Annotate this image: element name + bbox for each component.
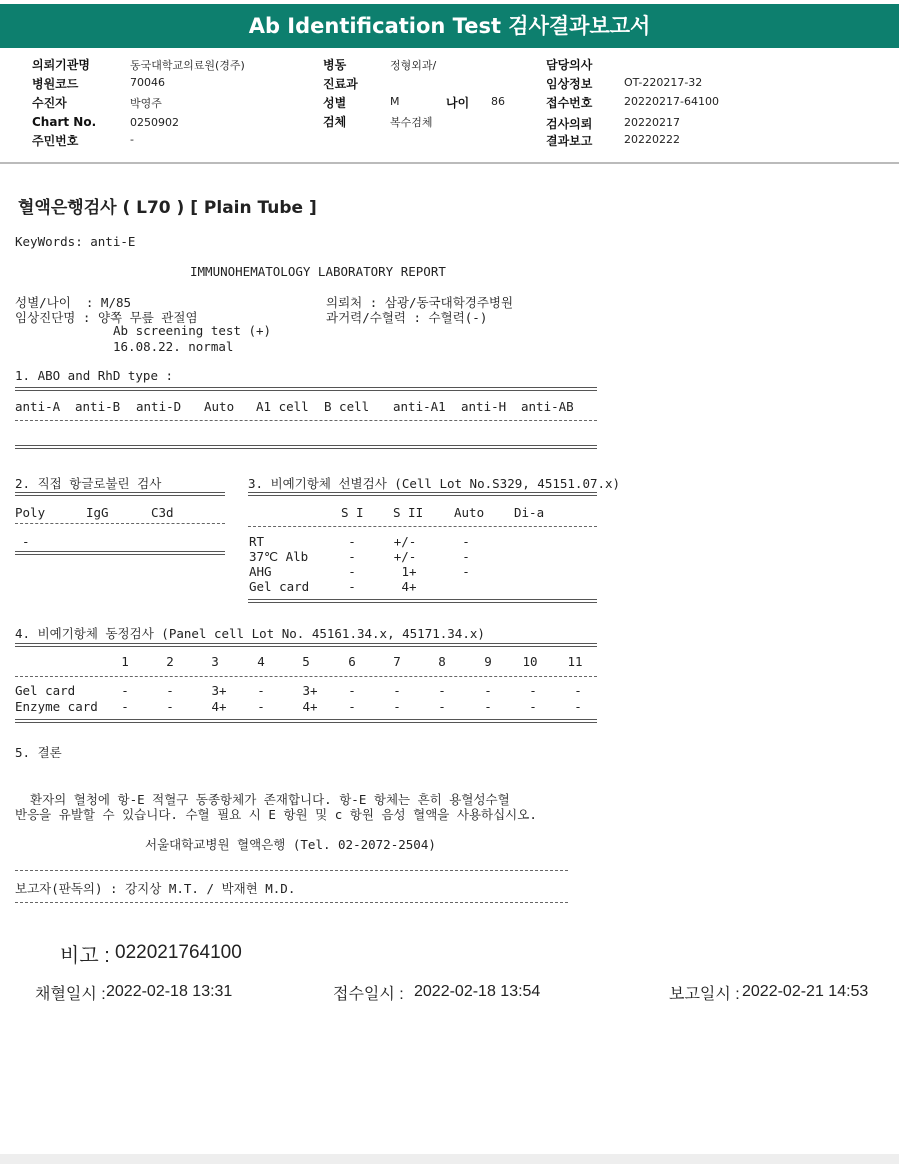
sec4-row-label-enzyme-card: Enzyme card xyxy=(15,699,98,714)
rule xyxy=(15,387,597,391)
sec3-cell-37c-s2: +/- xyxy=(393,549,417,564)
sec4-enz-2: - xyxy=(166,699,174,714)
rule xyxy=(15,676,597,677)
sec1-header-anti-b: anti-B xyxy=(75,399,121,414)
header-label-report-date: 결과보고 xyxy=(546,134,593,148)
sec3-header-s1: S I xyxy=(341,505,364,520)
rule xyxy=(248,599,597,603)
header-label-resident-no: 주민번호 xyxy=(32,134,79,148)
collect-label: 채혈일시 : xyxy=(35,986,106,1003)
sec2-value-poly: - xyxy=(22,534,30,549)
header-label-request-date: 검사의뢰 xyxy=(546,117,593,131)
sec4-col-11: 11 xyxy=(567,654,583,669)
sec2-header-igg: IgG xyxy=(86,505,109,520)
header-value-chart-no: 0250902 xyxy=(130,116,179,129)
sec4-gel-9: - xyxy=(484,683,492,698)
reporter-line: 보고자(판독의) : 강지상 M.T. / 박재현 M.D. xyxy=(15,881,296,896)
header-value-institution: 동국대학교의료원(경주) xyxy=(130,59,245,72)
sec3-cell-rt-s1: - xyxy=(348,534,356,549)
sec4-gel-11: - xyxy=(574,683,582,698)
screening-date-note: 16.08.22. normal xyxy=(113,339,234,354)
header-value-patient: 박영주 xyxy=(130,97,162,110)
header-label-clinical-info: 임상정보 xyxy=(546,77,593,91)
header-label-receipt-no: 접수번호 xyxy=(546,96,593,110)
sec4-col-2: 2 xyxy=(166,654,174,669)
bottom-bar xyxy=(0,1154,899,1164)
sec4-gel-8: - xyxy=(438,683,446,698)
header-value-receipt-no: 20220217-64100 xyxy=(624,95,719,108)
sec1-header-b-cell: B cell xyxy=(324,399,370,414)
sec4-col-5: 5 xyxy=(302,654,310,669)
report-time-value: 2022-02-21 14:53 xyxy=(742,983,869,1000)
sec4-col-9: 9 xyxy=(484,654,492,669)
header-value-resident-no: - xyxy=(130,133,134,146)
sec3-cell-37c-auto: - xyxy=(462,549,470,564)
transfusion-history: 과거력/수혈력 : 수혈력(-) xyxy=(326,310,488,325)
header-label-patient: 수진자 xyxy=(32,96,67,110)
rule xyxy=(15,420,597,421)
receive-value: 2022-02-18 13:54 xyxy=(414,983,541,1000)
sec4-col-3: 3 xyxy=(211,654,219,669)
rule xyxy=(248,526,597,527)
report-title: Ab Identification Test 검사결과보고서 xyxy=(248,14,651,38)
sec1-header-anti-h: anti-H xyxy=(461,399,507,414)
clinical-diagnosis: 임상진단명 : 양쪽 무릎 관절염 xyxy=(15,310,198,325)
sec3-cell-ahg-s1: - xyxy=(348,564,356,579)
sec4-gel-3: 3+ xyxy=(211,683,227,698)
patient-sex-age: 성별/나이 : M/85 xyxy=(15,295,132,310)
sec3-cell-gel-s1: - xyxy=(348,579,356,594)
sec3-cell-rt-s2: +/- xyxy=(393,534,417,549)
header-label-chart-no: Chart No. xyxy=(32,115,97,129)
header-label-ward: 병동 xyxy=(323,58,347,72)
sec3-header-s2: S II xyxy=(393,505,424,520)
sec4-enz-4: - xyxy=(257,699,265,714)
sec4-gel-5: 3+ xyxy=(302,683,318,698)
sec3-cell-ahg-s2: 1+ xyxy=(401,564,417,579)
header-value-hospital-code: 70046 xyxy=(130,76,165,89)
sec4-gel-10: - xyxy=(529,683,537,698)
test-title: 혈액은행검사 ( L70 ) [ Plain Tube ] xyxy=(18,198,317,218)
sec4-col-6: 6 xyxy=(348,654,356,669)
rule xyxy=(248,492,597,496)
sec1-header-anti-a: anti-A xyxy=(15,399,61,414)
header-label-age: 나이 xyxy=(446,96,470,110)
sec4-col-10: 10 xyxy=(522,654,538,669)
section-4-title: 4. 비예기항체 동정검사 (Panel cell Lot No. 45161.34.x, 45171.34.x) xyxy=(15,626,485,641)
header-divider xyxy=(0,162,899,164)
section-5-title: 5. 결론 xyxy=(15,745,62,760)
sec4-enz-3: 4+ xyxy=(211,699,227,714)
header-label-department: 진료과 xyxy=(323,77,358,91)
header-label-doctor: 담당의사 xyxy=(546,58,593,72)
sec4-gel-7: - xyxy=(393,683,401,698)
note-label: 비고 : xyxy=(60,945,116,967)
section-1-title: 1. ABO and RhD type : xyxy=(15,368,174,383)
sec4-enz-11: - xyxy=(574,699,582,714)
sec2-header-c3d: C3d xyxy=(151,505,174,520)
header-label-institution: 의뢰기관명 xyxy=(32,58,90,72)
sec4-enz-7: - xyxy=(393,699,401,714)
keywords: KeyWords: anti-E xyxy=(15,234,136,249)
conclusion-line-2: 반응을 유발할 수 있습니다. 수혈 필요 시 E 항원 및 c 항원 음성 혈액을 사용하십시오. xyxy=(15,807,537,822)
sec4-enz-8: - xyxy=(438,699,446,714)
lab-report-title: IMMUNOHEMATOLOGY LABORATORY REPORT xyxy=(190,264,446,279)
conclusion-line-1: 환자의 혈청에 항-E 적혈구 동종항체가 존재합니다. 항-E 항체는 흔히 용혈성수혈 xyxy=(30,792,510,807)
sec4-gel-6: - xyxy=(348,683,356,698)
sec3-row-label-ahg: AHG xyxy=(249,564,272,579)
sec1-header-auto: Auto xyxy=(204,399,235,414)
header-value-report-date: 20220222 xyxy=(624,133,680,146)
sec4-enz-1: - xyxy=(121,699,129,714)
rule xyxy=(15,870,568,871)
sec4-col-1: 1 xyxy=(121,654,129,669)
sec1-header-anti-a1: anti-A1 xyxy=(393,399,446,414)
header-value-request-date: 20220217 xyxy=(624,116,680,129)
header-value-specimen: 복수검체 xyxy=(390,116,433,129)
sec1-header-anti-d: anti-D xyxy=(136,399,182,414)
rule xyxy=(15,492,225,496)
rule xyxy=(15,643,597,647)
sec4-col-4: 4 xyxy=(257,654,265,669)
sec4-col-8: 8 xyxy=(438,654,446,669)
section-3-title: 3. 비예기항체 선별검사 (Cell Lot No.S329, 45151.07.x) xyxy=(248,476,621,491)
sec3-cell-rt-auto: - xyxy=(462,534,470,549)
header-label-sex: 성별 xyxy=(323,96,347,110)
rule xyxy=(15,902,568,903)
sec4-gel-1: - xyxy=(121,683,129,698)
note-value: 022021764100 xyxy=(115,942,242,963)
rule xyxy=(15,551,225,555)
rule xyxy=(15,445,597,449)
sec3-row-label-37c-alb: 37℃ Alb xyxy=(249,549,309,564)
report-time-label: 보고일시 : xyxy=(669,986,740,1003)
sec4-enz-6: - xyxy=(348,699,356,714)
collect-value: 2022-02-18 13:31 xyxy=(106,983,233,1000)
header-label-specimen: 검체 xyxy=(323,115,347,129)
sec3-cell-ahg-auto: - xyxy=(462,564,470,579)
sec4-gel-4: - xyxy=(257,683,265,698)
sec4-gel-2: - xyxy=(166,683,174,698)
header-value-age: 86 xyxy=(491,95,505,108)
header-label-hospital-code: 병원코드 xyxy=(32,77,79,91)
screening-note: Ab screening test (+) xyxy=(113,323,272,338)
sec3-header-di-a: Di-a xyxy=(514,505,545,520)
sec3-row-label-rt: RT xyxy=(249,534,265,549)
receive-label: 접수일시 : xyxy=(333,986,409,1003)
header-value-sex: M xyxy=(390,95,400,108)
sec3-cell-gel-s2: 4+ xyxy=(401,579,417,594)
sec4-enz-5: 4+ xyxy=(302,699,318,714)
report-title-bar xyxy=(0,4,899,48)
header-value-clinical-info: OT-220217-32 xyxy=(624,76,703,89)
rule xyxy=(15,523,225,524)
sec3-cell-37c-s1: - xyxy=(348,549,356,564)
sec2-header-poly: Poly xyxy=(15,505,46,520)
rule xyxy=(15,719,597,723)
sec4-enz-9: - xyxy=(484,699,492,714)
section-2-title: 2. 직접 항글로불린 검사 xyxy=(15,476,162,491)
requester: 의뢰처 : 삼광/동국대학경주병원 xyxy=(326,295,514,310)
sec4-enz-10: - xyxy=(529,699,537,714)
header-value-ward: 정형외과/ xyxy=(390,59,437,72)
sec4-col-7: 7 xyxy=(393,654,401,669)
sec1-header-a1-cell: A1 cell xyxy=(256,399,309,414)
sec3-header-auto: Auto xyxy=(454,505,485,520)
sec4-row-label-gel-card: Gel card xyxy=(15,683,76,698)
sec1-header-anti-ab: anti-AB xyxy=(521,399,574,414)
sec3-row-label-gel-card: Gel card xyxy=(249,579,310,594)
blood-bank-line: 서울대학교병원 혈액은행 (Tel. 02-2072-2504) xyxy=(145,837,436,852)
